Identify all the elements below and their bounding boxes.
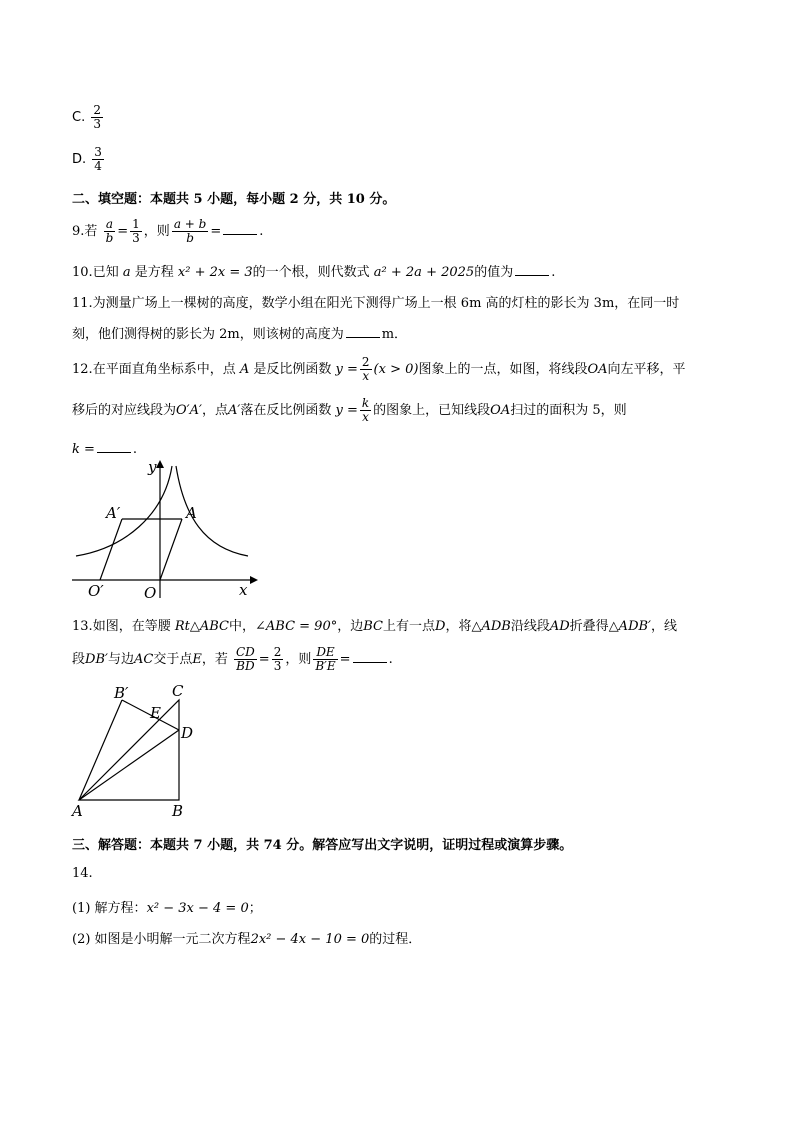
q12-l2-text-2: ，点 [201, 403, 228, 419]
q12-k-num: k [361, 396, 370, 410]
q12-l2-text-4: 的图象上，已知线段 [373, 403, 491, 419]
triangle-abc [79, 700, 179, 800]
q12-answer-blank [97, 440, 131, 453]
question-11-line-2 [72, 323, 407, 342]
option-c [72, 104, 105, 131]
q14-p2-equation: 2x² − 4x − 10 = 0 [250, 932, 370, 947]
question-14-number: 14. [72, 866, 93, 881]
q12-f-num: 2 [361, 355, 370, 369]
question-14-part-1 [72, 897, 262, 916]
q13-text-2: 中， [228, 619, 255, 634]
q13-fraction-2-3 [272, 646, 284, 673]
q13-triangle-adb-prime: △ADB′ [608, 619, 652, 634]
q13-f1-num: CD [235, 645, 255, 659]
q13-point-d: D [435, 619, 446, 634]
section-2-heading: 二、填空题：本题共 5 小题，每小题 2 分，共 10 分。 [72, 192, 396, 207]
q9-f2-num: 1 [132, 217, 140, 231]
question-11-line-1: 11.为测量广场上一棵树的高度，数学小组在阳光下测得广场上一根 6m 高的灯柱的影长为 3m，在同一时 [72, 296, 680, 311]
q13-text-6: 沿线段 [510, 619, 550, 634]
q9-fraction-ab-b [172, 218, 209, 245]
q13-l2-text-2: 与边 [107, 652, 134, 668]
figure-12-coordinate-diagram [64, 456, 264, 601]
q13-l2-text-1: 段 [72, 652, 86, 668]
q9-equals: = [117, 224, 129, 240]
q12-text-3: 图象上的一点，如图，将线段 [418, 362, 588, 378]
q12-text-4: 向左平移，平 [607, 362, 686, 378]
option-d [72, 146, 106, 173]
q13-fraction-cd-bd [234, 646, 257, 673]
option-d-fraction [92, 146, 104, 173]
option-d-denominator: 4 [94, 159, 102, 174]
q12-segment-oa-prime: O′A′ [176, 403, 202, 419]
question-9 [72, 218, 263, 245]
q13-l2-text-3: 交于点 [153, 652, 193, 668]
q13-text-3: ，边 [337, 619, 364, 634]
q12-condition: (x > 0) [373, 362, 419, 378]
q13-number: 13. [72, 619, 93, 634]
q13-point-e: E [192, 652, 202, 668]
option-c-label: C. [72, 110, 86, 126]
label-a-prime: A′ [106, 504, 121, 522]
q13-text-4: 上有一点 [383, 619, 436, 634]
q13-side-ac: AC [133, 652, 154, 668]
q9-text-2: ，则 [143, 224, 170, 240]
question-12-line-3 [72, 440, 137, 457]
q14-p1-text: (1) 解方程： [72, 901, 147, 916]
q13-equals-2: = [339, 652, 351, 668]
q9-end: . [259, 224, 264, 240]
q12-segment-oa-2: OA [490, 403, 511, 419]
q13-f2-num: 2 [273, 645, 282, 659]
q10-expression: a² + 2a + 2025 [373, 265, 475, 280]
q12-fraction-2-x [360, 356, 372, 383]
q14-p2-text: (2) 如图是小明解一元二次方程 [72, 932, 251, 947]
q12-point-a-prime: A′ [227, 403, 241, 419]
q11-answer-blank [346, 325, 380, 338]
q13-text-5: ，将 [445, 619, 472, 634]
q9-f3-den: b [186, 231, 194, 246]
figure-13-triangle-diagram [64, 680, 214, 818]
q14-p1-equation: x² − 3x − 4 = 0 [146, 901, 249, 916]
q14-p1-end: ； [248, 901, 262, 916]
q12-l2-text-1: 移后的对应线段为 [72, 403, 177, 419]
q10-equation: x² + 2x = 3 [177, 265, 253, 280]
q13-fraction-de-bpe [313, 646, 337, 673]
q12-l2-text-3: 落在反比例函数 [240, 403, 332, 419]
q13-answer-blank [353, 650, 387, 663]
option-c-numerator: 2 [93, 103, 101, 117]
q12-point-a: A [239, 362, 250, 378]
q9-fraction-a-b [104, 218, 116, 245]
q10-text-1: 已知 [92, 265, 119, 280]
label-b: B [172, 802, 184, 818]
q13-segment-db-prime: DB′ [85, 652, 108, 668]
q13-triangle-abc: Rt△ABC [174, 619, 229, 634]
segment-o-a [160, 519, 182, 580]
question-13-line-1 [72, 615, 677, 634]
q11-text-a: 刻，他们测得树的影长为 2m，则该树的高度为 [72, 327, 344, 342]
option-c-denominator: 3 [93, 117, 101, 132]
q13-f3-num: DE [313, 646, 337, 660]
q12-f-den: x [362, 369, 370, 384]
option-d-numerator: 3 [94, 145, 102, 159]
q13-text-7: 折叠得 [569, 619, 609, 634]
q13-f3-den: B′E [315, 659, 336, 674]
q12-text-2: 是反比例函数 [253, 362, 332, 378]
q9-number: 9. [72, 224, 85, 240]
q10-text-3: 的一个根，则代数式 [252, 265, 370, 280]
q10-end: . [551, 265, 556, 280]
q9-equals-2: = [210, 224, 222, 240]
q13-l2-text-4: ，若 [201, 652, 228, 668]
label-y: y [148, 458, 157, 476]
q9-answer-blank [223, 222, 257, 235]
label-o: O [144, 584, 157, 601]
label-o-prime: O′ [88, 582, 104, 600]
q9-f2-den: 3 [132, 231, 140, 246]
q13-triangle-adb: △ADB [471, 619, 511, 634]
q12-fraction-k-x [360, 397, 371, 424]
label-a: A [186, 504, 197, 522]
q10-answer-blank [515, 263, 549, 276]
q13-angle: ∠ABC = 90° [255, 619, 338, 634]
q13-l2-text-5: ，则 [285, 652, 312, 668]
question-13-line-2 [72, 646, 393, 673]
q12-k-label: k = [72, 442, 95, 457]
q11-text-b: m． [381, 327, 408, 342]
label-d: D [181, 724, 194, 742]
q13-side-bc: BC [363, 619, 383, 634]
q13-equals: = [258, 652, 270, 668]
question-12-line-2 [72, 397, 627, 424]
q10-number: 10. [72, 265, 93, 280]
question-10 [72, 261, 555, 280]
q12-k-end: . [132, 442, 138, 457]
option-c-fraction [91, 104, 103, 131]
q12-y-equals-2: y = [335, 403, 358, 419]
q9-f1-num: a [104, 218, 116, 232]
q10-text-4: 的值为 [474, 265, 514, 280]
label-a: A [72, 802, 83, 818]
q10-var-a: a [122, 265, 131, 280]
q13-text-8: ，线 [651, 619, 678, 634]
question-14-part-2 [72, 928, 421, 947]
q14-p2-end: 的过程． [369, 932, 422, 947]
q12-y-equals: y = [335, 362, 358, 378]
q9-f1-den: b [105, 231, 114, 246]
q13-end: . [388, 652, 393, 668]
x-axis-arrow-icon [250, 576, 258, 584]
q9-text: 若 [84, 224, 98, 240]
label-b-prime: B′ [114, 684, 129, 702]
y-axis-arrow-icon [156, 460, 164, 468]
q12-k-den: x [362, 410, 369, 425]
q13-text-1: 如图，在等腰 [92, 619, 171, 634]
left-hyperbola-branch [76, 466, 172, 556]
q13-f2-den: 3 [273, 659, 282, 674]
q12-l2-text-5: 扫过的面积为 5，则 [510, 403, 627, 419]
q13-segment-ad: AD [549, 619, 570, 634]
section-3-heading: 三、解答题：本题共 7 小题，共 74 分。解答应写出文字说明，证明过程或演算步骤。 [72, 838, 573, 853]
option-d-label: D. [72, 152, 87, 168]
q10-text-2: 是方程 [134, 265, 174, 280]
label-x: x [239, 581, 248, 599]
label-c: C [172, 682, 184, 700]
question-12-line-1 [72, 356, 686, 383]
q13-f1-den: BD [236, 659, 255, 674]
segment-o-prime-a-prime [100, 519, 122, 580]
label-e: E [150, 704, 161, 722]
q9-fraction-1-3 [130, 218, 142, 245]
q12-segment-oa: OA [587, 362, 608, 378]
q12-text-1: 在平面直角坐标系中，点 [92, 362, 236, 378]
q9-f3-num: a + b [173, 217, 207, 231]
q12-number: 12. [72, 362, 93, 378]
